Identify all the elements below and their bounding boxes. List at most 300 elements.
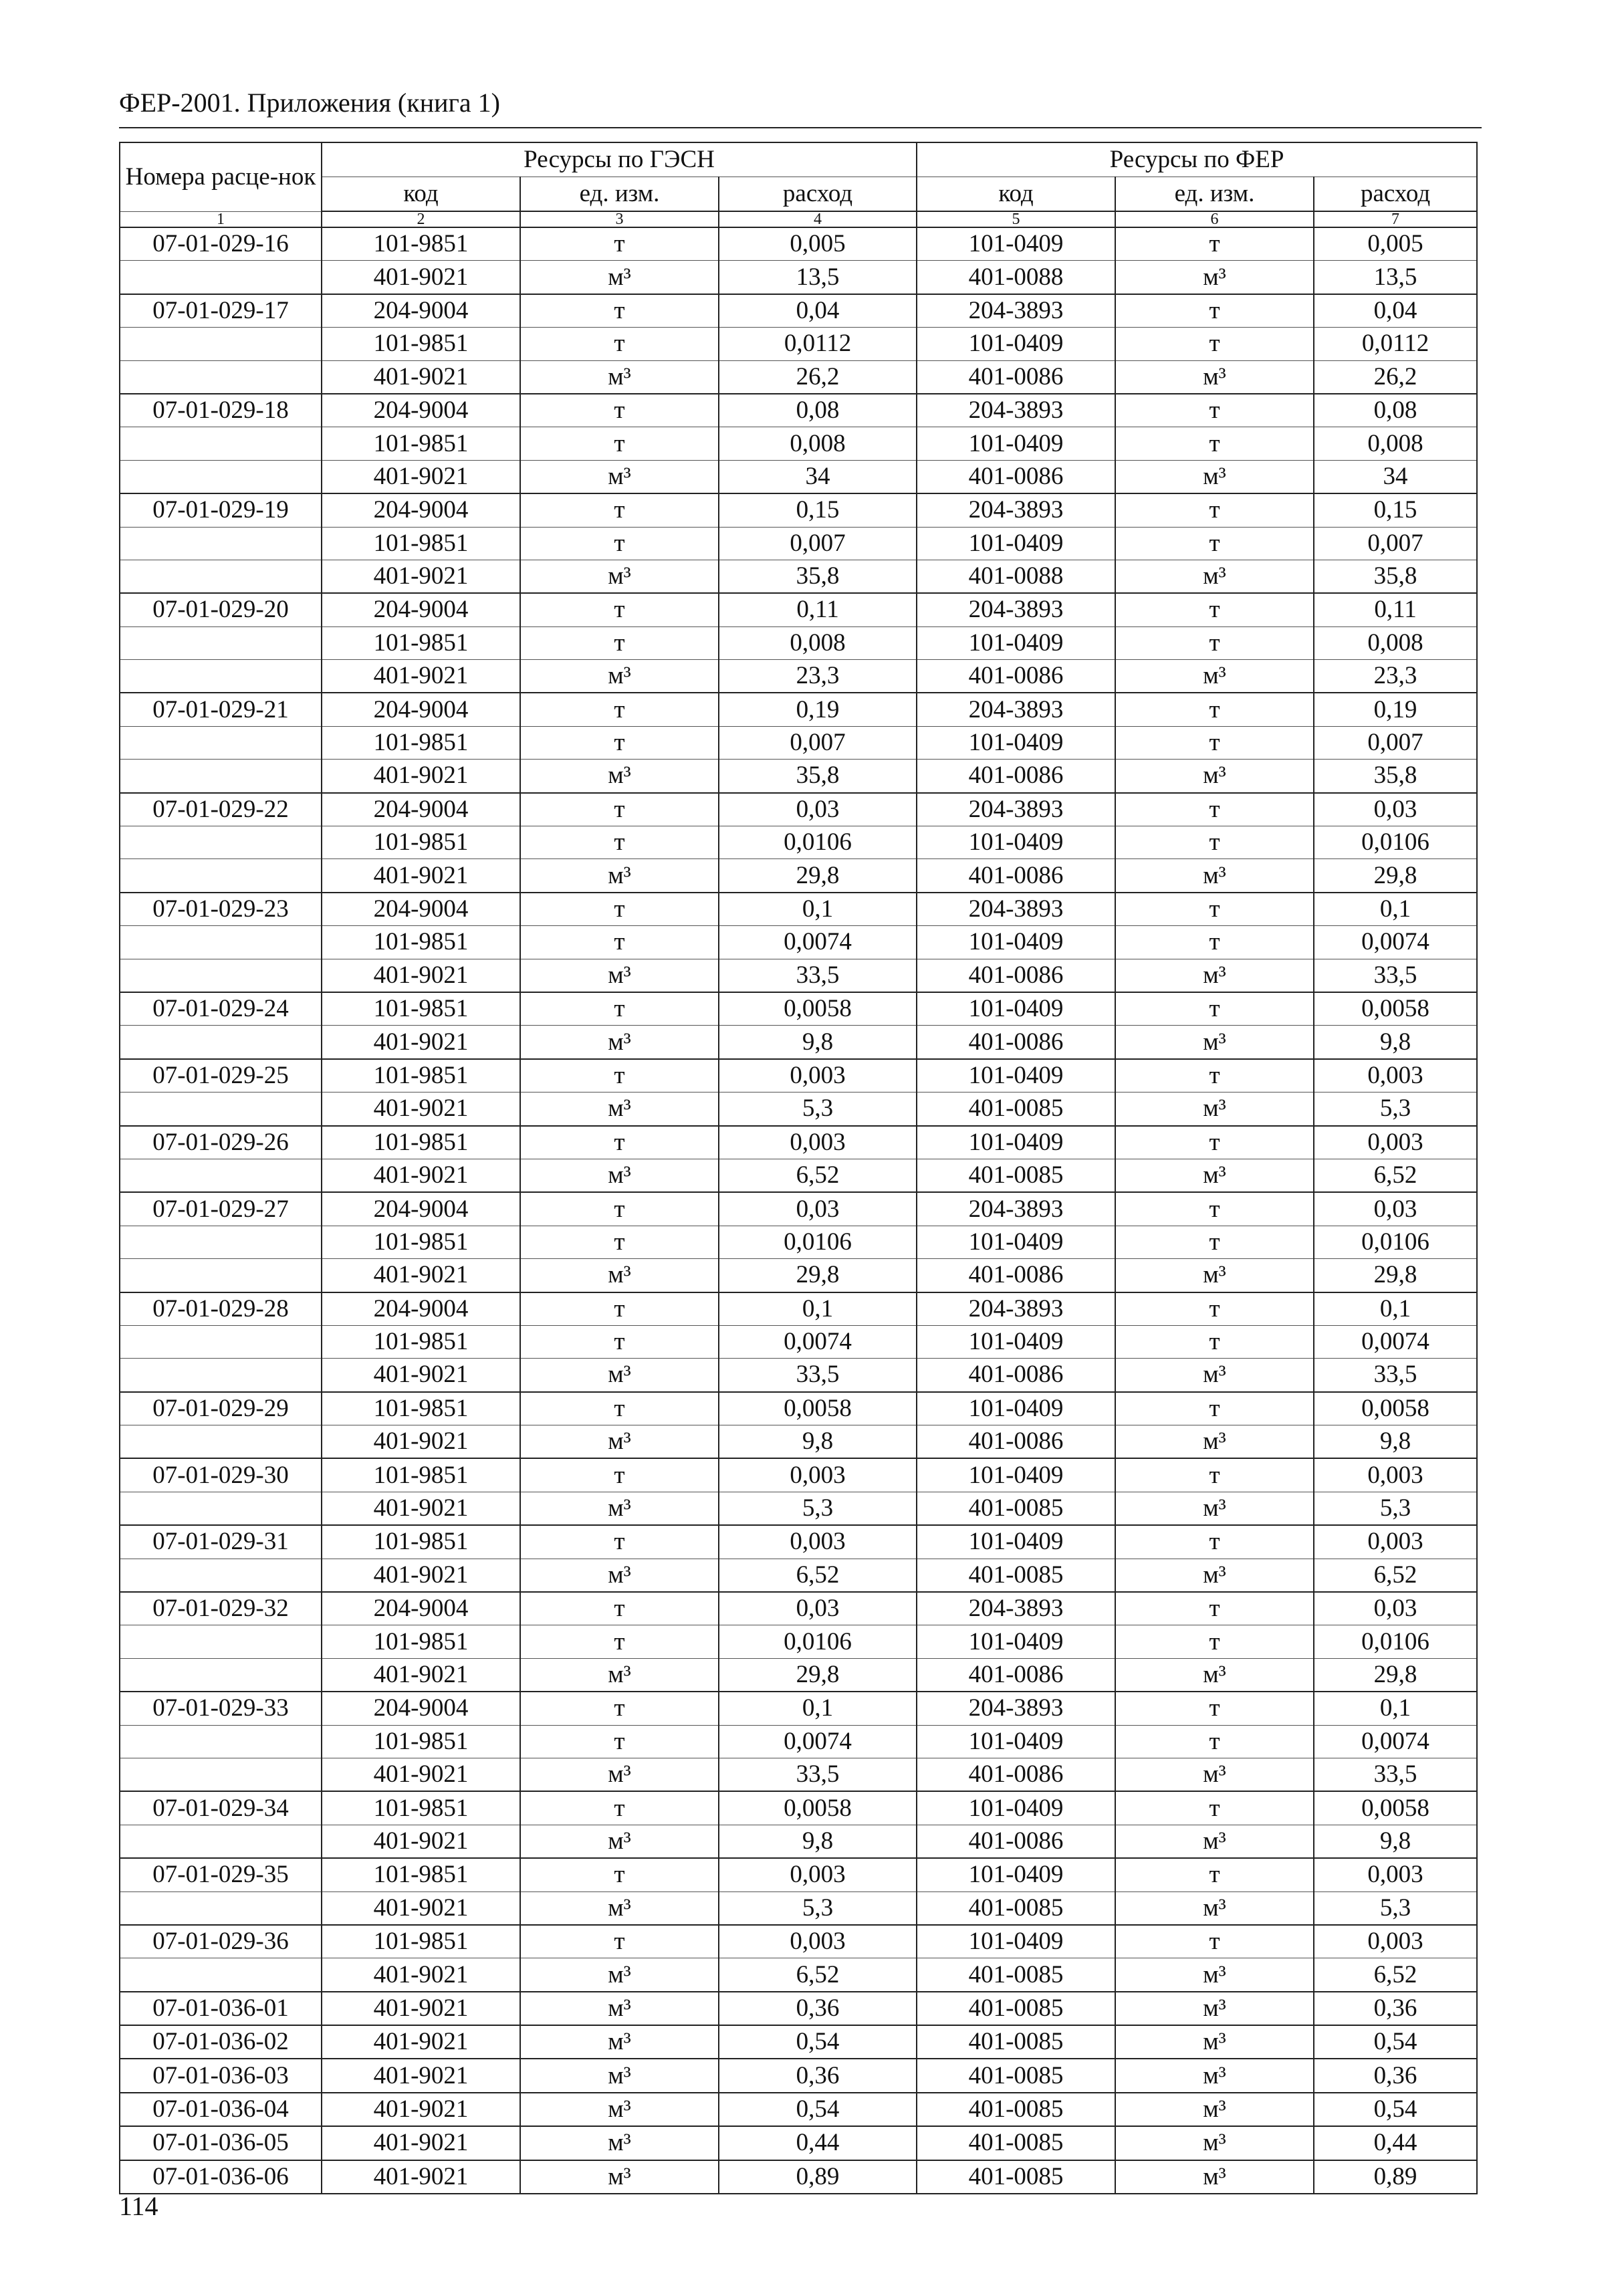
fer-amount-cell: 0,15 bbox=[1314, 493, 1477, 527]
gesn-amount-cell: 0,0058 bbox=[719, 1392, 917, 1425]
rate-cell: 07-01-029-29 bbox=[120, 1392, 322, 1425]
rate-cell: 07-01-036-01 bbox=[120, 1992, 322, 2025]
fer-unit-cell: т bbox=[1115, 1126, 1314, 1159]
table-row bbox=[120, 2160, 1477, 2194]
fer-amount-cell: 0,11 bbox=[1314, 593, 1477, 626]
table-row bbox=[120, 626, 1477, 659]
rate-cell: 07-01-029-24 bbox=[120, 992, 322, 1026]
rate-cell bbox=[120, 1093, 322, 1126]
gesn-unit-cell: т bbox=[520, 1126, 719, 1159]
gesn-amount-cell: 0,89 bbox=[719, 2160, 917, 2194]
gesn-unit-cell: м³ bbox=[520, 460, 719, 493]
fer-unit-cell: м³ bbox=[1115, 2093, 1314, 2126]
gesn-code-cell: 401-9021 bbox=[322, 1658, 520, 1692]
gesn-unit-cell: т bbox=[520, 427, 719, 460]
table-row bbox=[120, 227, 1477, 261]
table-row bbox=[120, 1658, 1477, 1692]
rate-cell bbox=[120, 660, 322, 693]
fer-code-cell: 101-0409 bbox=[917, 328, 1115, 360]
fer-unit-cell: м³ bbox=[1115, 2160, 1314, 2194]
fer-unit-cell: м³ bbox=[1115, 2126, 1314, 2160]
fer-code-cell: 101-0409 bbox=[917, 726, 1115, 759]
gesn-amount-cell: 0,03 bbox=[719, 1592, 917, 1625]
fer-code-cell: 401-0086 bbox=[917, 859, 1115, 893]
fer-amount-cell: 0,003 bbox=[1314, 1458, 1477, 1492]
fer-unit-cell: м³ bbox=[1115, 1093, 1314, 1126]
gesn-code-cell: 101-9851 bbox=[322, 1725, 520, 1758]
gesn-code-cell: 101-9851 bbox=[322, 1325, 520, 1358]
gesn-unit-cell: м³ bbox=[520, 660, 719, 693]
fer-amount-cell: 0,0074 bbox=[1314, 1725, 1477, 1758]
rate-cell: 07-01-029-25 bbox=[120, 1059, 322, 1093]
gesn-code-cell: 401-9021 bbox=[322, 1758, 520, 1791]
gesn-code-cell: 401-9021 bbox=[322, 1425, 520, 1459]
rate-cell bbox=[120, 1958, 322, 1992]
gesn-amount-cell: 9,8 bbox=[719, 1825, 917, 1858]
table-row bbox=[120, 294, 1477, 328]
fer-amount-cell: 0,54 bbox=[1314, 2025, 1477, 2059]
gesn-code-cell: 204-9004 bbox=[322, 593, 520, 626]
fer-amount-cell: 9,8 bbox=[1314, 1425, 1477, 1459]
table-row bbox=[120, 859, 1477, 893]
table-row bbox=[120, 1725, 1477, 1758]
gesn-code-cell: 101-9851 bbox=[322, 1925, 520, 1958]
table-row bbox=[120, 1458, 1477, 1492]
gesn-amount-cell: 0,54 bbox=[719, 2025, 917, 2059]
fer-code-cell: 101-0409 bbox=[917, 926, 1115, 959]
fer-amount-cell: 0,0058 bbox=[1314, 1791, 1477, 1825]
gesn-code-cell: 101-9851 bbox=[322, 626, 520, 659]
gesn-code-cell: 101-9851 bbox=[322, 1791, 520, 1825]
rate-cell: 07-01-029-31 bbox=[120, 1525, 322, 1559]
fer-unit-cell: т bbox=[1115, 793, 1314, 826]
gesn-unit-cell: м³ bbox=[520, 1825, 719, 1858]
fer-amount-cell: 0,1 bbox=[1314, 1292, 1477, 1326]
gesn-amount-cell: 29,8 bbox=[719, 1658, 917, 1692]
fer-unit-cell: м³ bbox=[1115, 560, 1314, 593]
gesn-code-cell: 401-9021 bbox=[322, 1159, 520, 1192]
fer-amount-cell: 0,03 bbox=[1314, 793, 1477, 826]
table-row bbox=[120, 560, 1477, 593]
gesn-unit-cell: м³ bbox=[520, 959, 719, 992]
gesn-code-cell: 101-9851 bbox=[322, 427, 520, 460]
gesn-unit-cell: т bbox=[520, 726, 719, 759]
gesn-unit-cell: м³ bbox=[520, 1992, 719, 2025]
fer-amount-cell: 0,54 bbox=[1314, 2093, 1477, 2126]
fer-amount-cell: 35,8 bbox=[1314, 760, 1477, 793]
gesn-unit-cell: т bbox=[520, 1525, 719, 1559]
table-row bbox=[120, 1891, 1477, 1925]
gesn-amount-cell: 0,0106 bbox=[719, 1625, 917, 1658]
rate-cell: 07-01-036-06 bbox=[120, 2160, 322, 2194]
gesn-code-cell: 101-9851 bbox=[322, 1059, 520, 1093]
fer-code-cell: 401-0085 bbox=[917, 1159, 1115, 1192]
rate-cell bbox=[120, 1259, 322, 1292]
rate-cell bbox=[120, 460, 322, 493]
fer-amount-cell: 34 bbox=[1314, 460, 1477, 493]
fer-code-cell: 401-0086 bbox=[917, 1026, 1115, 1059]
table-row bbox=[120, 593, 1477, 626]
fer-code-cell: 204-3893 bbox=[917, 1692, 1115, 1725]
gesn-unit-cell: т bbox=[520, 294, 719, 328]
fer-code-cell: 401-0086 bbox=[917, 1425, 1115, 1459]
gesn-unit-cell: м³ bbox=[520, 1159, 719, 1192]
fer-code-cell: 101-0409 bbox=[917, 1625, 1115, 1658]
fer-unit-cell: т bbox=[1115, 1791, 1314, 1825]
fer-code-cell: 101-0409 bbox=[917, 626, 1115, 659]
fer-unit-cell: т bbox=[1115, 893, 1314, 926]
fer-amount-cell: 0,1 bbox=[1314, 893, 1477, 926]
fer-code-cell: 401-0088 bbox=[917, 560, 1115, 593]
table-row bbox=[120, 1292, 1477, 1326]
table-row bbox=[120, 427, 1477, 460]
gesn-unit-cell: м³ bbox=[520, 1958, 719, 1992]
fer-code-cell: 401-0086 bbox=[917, 1359, 1115, 1392]
page-number: 114 bbox=[119, 2191, 158, 2221]
table-row bbox=[120, 793, 1477, 826]
rate-cell: 07-01-029-18 bbox=[120, 394, 322, 427]
table-row bbox=[120, 1525, 1477, 1559]
fer-code-cell: 401-0086 bbox=[917, 460, 1115, 493]
gesn-code-cell: 204-9004 bbox=[322, 493, 520, 527]
fer-unit-cell: т bbox=[1115, 626, 1314, 659]
fer-amount-cell: 6,52 bbox=[1314, 1159, 1477, 1192]
fer-code-cell: 401-0086 bbox=[917, 1658, 1115, 1692]
fer-code-cell: 401-0085 bbox=[917, 2025, 1115, 2059]
rate-cell bbox=[120, 760, 322, 793]
table-row bbox=[120, 726, 1477, 759]
table-row bbox=[120, 1259, 1477, 1292]
gesn-code-cell: 401-9021 bbox=[322, 859, 520, 893]
table-row bbox=[120, 1925, 1477, 1958]
gesn-code-cell: 401-9021 bbox=[322, 2126, 520, 2160]
table-row bbox=[120, 1159, 1477, 1192]
col-header-fer-unit: ед. изм. bbox=[1115, 177, 1314, 212]
rate-cell bbox=[120, 261, 322, 294]
table-row bbox=[120, 1126, 1477, 1159]
fer-unit-cell: т bbox=[1115, 227, 1314, 261]
table-row bbox=[120, 1425, 1477, 1459]
fer-amount-cell: 0,0058 bbox=[1314, 992, 1477, 1026]
gesn-amount-cell: 26,2 bbox=[719, 360, 917, 394]
gesn-unit-cell: т bbox=[520, 1392, 719, 1425]
fer-amount-cell: 9,8 bbox=[1314, 1825, 1477, 1858]
table-row bbox=[120, 760, 1477, 793]
table-row bbox=[120, 1392, 1477, 1425]
fer-amount-cell: 13,5 bbox=[1314, 261, 1477, 294]
fer-code-cell: 204-3893 bbox=[917, 1292, 1115, 1326]
gesn-code-cell: 204-9004 bbox=[322, 1292, 520, 1326]
fer-unit-cell: т bbox=[1115, 1226, 1314, 1258]
table-row bbox=[120, 1359, 1477, 1392]
table-row bbox=[120, 1226, 1477, 1258]
rate-cell: 07-01-029-35 bbox=[120, 1858, 322, 1891]
fer-code-cell: 101-0409 bbox=[917, 527, 1115, 560]
rate-cell bbox=[120, 1825, 322, 1858]
group-header-fer: Ресурсы по ФЕР bbox=[917, 142, 1477, 177]
fer-unit-cell: м³ bbox=[1115, 2059, 1314, 2092]
rate-cell bbox=[120, 1559, 322, 1592]
gesn-code-cell: 401-9021 bbox=[322, 1958, 520, 1992]
gesn-code-cell: 401-9021 bbox=[322, 261, 520, 294]
gesn-code-cell: 401-9021 bbox=[322, 1026, 520, 1059]
fer-amount-cell: 0,003 bbox=[1314, 1126, 1477, 1159]
gesn-amount-cell: 35,8 bbox=[719, 760, 917, 793]
fer-unit-cell: т bbox=[1115, 1325, 1314, 1358]
fer-unit-cell: т bbox=[1115, 726, 1314, 759]
rate-cell: 07-01-029-26 bbox=[120, 1126, 322, 1159]
table-row bbox=[120, 926, 1477, 959]
gesn-unit-cell: т bbox=[520, 1625, 719, 1658]
fer-unit-cell: м³ bbox=[1115, 1159, 1314, 1192]
gesn-unit-cell: м³ bbox=[520, 2160, 719, 2194]
gesn-code-cell: 204-9004 bbox=[322, 693, 520, 726]
rate-cell bbox=[120, 926, 322, 959]
col-header-fer-amount: расход bbox=[1314, 177, 1477, 212]
gesn-code-cell: 401-9021 bbox=[322, 2093, 520, 2126]
fer-amount-cell: 33,5 bbox=[1314, 1758, 1477, 1791]
rate-cell bbox=[120, 959, 322, 992]
fer-unit-cell: м³ bbox=[1115, 1992, 1314, 2025]
fer-amount-cell: 33,5 bbox=[1314, 1359, 1477, 1392]
gesn-unit-cell: м³ bbox=[520, 1559, 719, 1592]
gesn-unit-cell: т bbox=[520, 1292, 719, 1326]
gesn-code-cell: 401-9021 bbox=[322, 1825, 520, 1858]
fer-code-cell: 101-0409 bbox=[917, 1126, 1115, 1159]
fer-amount-cell: 0,003 bbox=[1314, 1925, 1477, 1958]
fer-unit-cell: м³ bbox=[1115, 360, 1314, 394]
rate-cell bbox=[120, 527, 322, 560]
fer-amount-cell: 0,008 bbox=[1314, 626, 1477, 659]
fer-amount-cell: 0,44 bbox=[1314, 2126, 1477, 2160]
fer-code-cell: 401-0085 bbox=[917, 2093, 1115, 2126]
fer-amount-cell: 5,3 bbox=[1314, 1891, 1477, 1925]
rate-cell: 07-01-029-36 bbox=[120, 1925, 322, 1958]
table-row bbox=[120, 2126, 1477, 2160]
fer-amount-cell: 0,03 bbox=[1314, 1592, 1477, 1625]
gesn-amount-cell: 0,11 bbox=[719, 593, 917, 626]
gesn-unit-cell: т bbox=[520, 1925, 719, 1958]
gesn-unit-cell: м³ bbox=[520, 1658, 719, 1692]
rate-cell: 07-01-029-33 bbox=[120, 1692, 322, 1725]
gesn-amount-cell: 33,5 bbox=[719, 1758, 917, 1791]
gesn-amount-cell: 6,52 bbox=[719, 1958, 917, 1992]
fer-code-cell: 401-0086 bbox=[917, 760, 1115, 793]
fer-code-cell: 204-3893 bbox=[917, 493, 1115, 527]
fer-unit-cell: м³ bbox=[1115, 1559, 1314, 1592]
gesn-amount-cell: 0,003 bbox=[719, 1126, 917, 1159]
fer-unit-cell: т bbox=[1115, 593, 1314, 626]
fer-code-cell: 401-0086 bbox=[917, 1825, 1115, 1858]
rate-cell bbox=[120, 1325, 322, 1358]
gesn-unit-cell: т bbox=[520, 493, 719, 527]
fer-code-cell: 401-0085 bbox=[917, 2126, 1115, 2160]
fer-amount-cell: 0,1 bbox=[1314, 1692, 1477, 1725]
gesn-unit-cell: м³ bbox=[520, 1425, 719, 1459]
fer-unit-cell: т bbox=[1115, 1625, 1314, 1658]
fer-unit-cell: м³ bbox=[1115, 1891, 1314, 1925]
rate-cell bbox=[120, 826, 322, 859]
fer-unit-cell: м³ bbox=[1115, 1758, 1314, 1791]
gesn-unit-cell: м³ bbox=[520, 760, 719, 793]
col-header-fer-code: код bbox=[917, 177, 1115, 212]
fer-code-cell: 101-0409 bbox=[917, 1458, 1115, 1492]
fer-code-cell: 204-3893 bbox=[917, 294, 1115, 328]
rate-cell: 07-01-029-21 bbox=[120, 693, 322, 726]
fer-unit-cell: т bbox=[1115, 394, 1314, 427]
gesn-amount-cell: 0,008 bbox=[719, 427, 917, 460]
fer-code-cell: 401-0085 bbox=[917, 1992, 1115, 2025]
table-row bbox=[120, 1758, 1477, 1791]
gesn-unit-cell: т bbox=[520, 1692, 719, 1725]
gesn-amount-cell: 0,1 bbox=[719, 893, 917, 926]
fer-amount-cell: 0,0058 bbox=[1314, 1392, 1477, 1425]
fer-amount-cell: 0,0112 bbox=[1314, 328, 1477, 360]
gesn-code-cell: 401-9021 bbox=[322, 760, 520, 793]
gesn-amount-cell: 5,3 bbox=[719, 1891, 917, 1925]
col-number: 6 bbox=[1115, 211, 1314, 227]
group-header-gesn: Ресурсы по ГЭСН bbox=[322, 142, 917, 177]
table-row bbox=[120, 1026, 1477, 1059]
rate-cell: 07-01-029-23 bbox=[120, 893, 322, 926]
fer-code-cell: 401-0086 bbox=[917, 360, 1115, 394]
fer-amount-cell: 6,52 bbox=[1314, 1559, 1477, 1592]
gesn-code-cell: 401-9021 bbox=[322, 1259, 520, 1292]
rate-cell bbox=[120, 1891, 322, 1925]
fer-code-cell: 204-3893 bbox=[917, 394, 1115, 427]
gesn-unit-cell: т bbox=[520, 626, 719, 659]
gesn-amount-cell: 0,15 bbox=[719, 493, 917, 527]
gesn-amount-cell: 0,003 bbox=[719, 1925, 917, 1958]
gesn-amount-cell: 29,8 bbox=[719, 1259, 917, 1292]
rate-cell bbox=[120, 1725, 322, 1758]
gesn-unit-cell: т bbox=[520, 527, 719, 560]
gesn-unit-cell: м³ bbox=[520, 1026, 719, 1059]
gesn-amount-cell: 33,5 bbox=[719, 1359, 917, 1392]
gesn-code-cell: 204-9004 bbox=[322, 294, 520, 328]
gesn-unit-cell: т bbox=[520, 1192, 719, 1226]
fer-code-cell: 101-0409 bbox=[917, 1059, 1115, 1093]
fer-unit-cell: м³ bbox=[1115, 1425, 1314, 1459]
fer-unit-cell: т bbox=[1115, 926, 1314, 959]
gesn-amount-cell: 6,52 bbox=[719, 1559, 917, 1592]
col-number: 3 bbox=[520, 211, 719, 227]
gesn-code-cell: 204-9004 bbox=[322, 893, 520, 926]
fer-code-cell: 101-0409 bbox=[917, 1791, 1115, 1825]
gesn-code-cell: 101-9851 bbox=[322, 992, 520, 1026]
page-header: ФЕР-2001. Приложения (книга 1) bbox=[119, 88, 500, 118]
gesn-code-cell: 204-9004 bbox=[322, 793, 520, 826]
rate-cell bbox=[120, 328, 322, 360]
rate-cell bbox=[120, 726, 322, 759]
gesn-amount-cell: 9,8 bbox=[719, 1026, 917, 1059]
rate-cell bbox=[120, 1159, 322, 1192]
col-number: 1 bbox=[120, 211, 322, 227]
fer-code-cell: 101-0409 bbox=[917, 826, 1115, 859]
table-row bbox=[120, 1093, 1477, 1126]
fer-amount-cell: 6,52 bbox=[1314, 1958, 1477, 1992]
fer-code-cell: 101-0409 bbox=[917, 1392, 1115, 1425]
gesn-unit-cell: м³ bbox=[520, 261, 719, 294]
fer-unit-cell: т bbox=[1115, 427, 1314, 460]
col-number: 4 bbox=[719, 211, 917, 227]
fer-amount-cell: 0,003 bbox=[1314, 1059, 1477, 1093]
gesn-code-cell: 401-9021 bbox=[322, 959, 520, 992]
fer-amount-cell: 9,8 bbox=[1314, 1026, 1477, 1059]
rate-cell: 07-01-029-20 bbox=[120, 593, 322, 626]
gesn-code-cell: 204-9004 bbox=[322, 394, 520, 427]
fer-amount-cell: 0,04 bbox=[1314, 294, 1477, 328]
fer-amount-cell: 5,3 bbox=[1314, 1492, 1477, 1525]
col-header-gesn-code: код bbox=[322, 177, 520, 212]
gesn-unit-cell: т bbox=[520, 1858, 719, 1891]
gesn-amount-cell: 0,0058 bbox=[719, 1791, 917, 1825]
gesn-amount-cell: 0,008 bbox=[719, 626, 917, 659]
rate-cell: 07-01-029-17 bbox=[120, 294, 322, 328]
rate-cell: 07-01-029-30 bbox=[120, 1458, 322, 1492]
fer-code-cell: 401-0085 bbox=[917, 1492, 1115, 1525]
col-header-gesn-amount: расход bbox=[719, 177, 917, 212]
fer-unit-cell: т bbox=[1115, 493, 1314, 527]
gesn-amount-cell: 0,03 bbox=[719, 793, 917, 826]
gesn-code-cell: 101-9851 bbox=[322, 1392, 520, 1425]
rate-cell bbox=[120, 1625, 322, 1658]
gesn-amount-cell: 0,003 bbox=[719, 1059, 917, 1093]
rate-cell: 07-01-036-03 bbox=[120, 2059, 322, 2092]
gesn-amount-cell: 5,3 bbox=[719, 1492, 917, 1525]
table-row bbox=[120, 1492, 1477, 1525]
fer-amount-cell: 0,007 bbox=[1314, 726, 1477, 759]
table-row bbox=[120, 693, 1477, 726]
gesn-amount-cell: 6,52 bbox=[719, 1159, 917, 1192]
gesn-amount-cell: 0,0106 bbox=[719, 826, 917, 859]
fer-unit-cell: м³ bbox=[1115, 460, 1314, 493]
gesn-amount-cell: 0,003 bbox=[719, 1458, 917, 1492]
header-row-numbers bbox=[120, 211, 1477, 227]
gesn-unit-cell: т bbox=[520, 1059, 719, 1093]
gesn-code-cell: 401-9021 bbox=[322, 360, 520, 394]
fer-code-cell: 401-0086 bbox=[917, 1758, 1115, 1791]
table-row bbox=[120, 328, 1477, 360]
gesn-code-cell: 101-9851 bbox=[322, 527, 520, 560]
fer-amount-cell: 0,003 bbox=[1314, 1525, 1477, 1559]
table-row bbox=[120, 2093, 1477, 2126]
fer-code-cell: 204-3893 bbox=[917, 693, 1115, 726]
gesn-unit-cell: т bbox=[520, 893, 719, 926]
gesn-unit-cell: м³ bbox=[520, 360, 719, 394]
table-row bbox=[120, 826, 1477, 859]
gesn-amount-cell: 0,04 bbox=[719, 294, 917, 328]
gesn-code-cell: 204-9004 bbox=[322, 1692, 520, 1725]
gesn-unit-cell: м³ bbox=[520, 1093, 719, 1126]
fer-unit-cell: т bbox=[1115, 1059, 1314, 1093]
gesn-code-cell: 401-9021 bbox=[322, 1559, 520, 1592]
fer-amount-cell: 0,0106 bbox=[1314, 826, 1477, 859]
fer-code-cell: 204-3893 bbox=[917, 1592, 1115, 1625]
gesn-unit-cell: м³ bbox=[520, 1359, 719, 1392]
gesn-amount-cell: 33,5 bbox=[719, 959, 917, 992]
gesn-code-cell: 101-9851 bbox=[322, 1625, 520, 1658]
fer-amount-cell: 0,03 bbox=[1314, 1192, 1477, 1226]
fer-unit-cell: м³ bbox=[1115, 261, 1314, 294]
gesn-unit-cell: т bbox=[520, 1325, 719, 1358]
table-row bbox=[120, 1192, 1477, 1226]
rate-cell: 07-01-029-27 bbox=[120, 1192, 322, 1226]
table-row bbox=[120, 1059, 1477, 1093]
gesn-code-cell: 401-9021 bbox=[322, 1492, 520, 1525]
gesn-code-cell: 401-9021 bbox=[322, 1093, 520, 1126]
gesn-unit-cell: т bbox=[520, 992, 719, 1026]
